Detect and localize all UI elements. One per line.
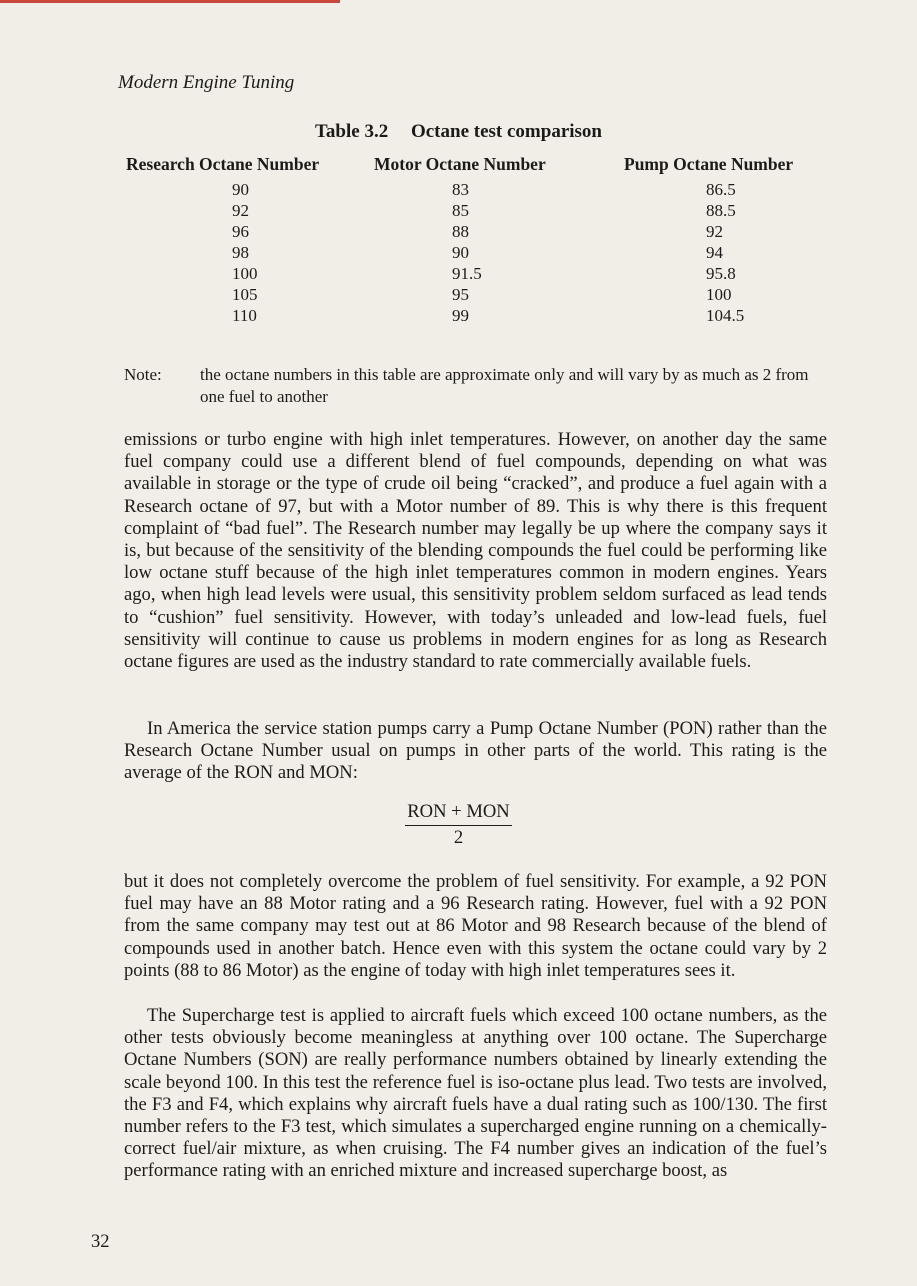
column-header-pump: Pump Octane Number [624,154,794,174]
page-edge-accent [0,0,340,3]
table-title: Octane test comparison [410,121,602,142]
pon-formula [0,801,917,850]
table-number: Table 3.2 [315,121,389,142]
cell-research: 96 [232,222,249,241]
cell-pump: 88.5 [706,201,736,220]
cell-research: 92 [232,201,249,220]
body-paragraph: In America the service station pumps carry a Pump Octane Number (PON) rather than the Research Octane Number usual on pumps in other parts of the world. This rating is the average of the RON and MON: [124,718,827,784]
note-label: Note: [124,365,162,384]
cell-motor: 83 [452,180,469,199]
cell-pump: 86.5 [706,180,736,199]
table-row [126,221,826,242]
page-number: 32 [91,1231,110,1252]
table-header-row [126,154,826,179]
cell-pump: 100 [706,285,732,304]
cell-motor: 95 [452,285,469,304]
body-paragraph: emissions or turbo engine with high inlet temperatures. However, on another day the same fuel company could use a different blend of fuel compounds, depending on what was available in storage or the type of crude oil being “cracked”, and produce a fuel again with a Research octane of 97, but with a Motor number of 89. This is why there is this frequent complaint of “bad fuel”. The Research number may legally be up where the company says it is, but because of the sensitivity of the blending compounds the fuel could be performing like low octane stuff because of the high inlet temperatures common in modern engines. Years ago, when high lead levels were usual, this sensitivity problem seldom surfaced as lead tends to “cushion” fuel sensitivity. However, with today’s unleaded and low-lead fuels, fuel sensitivity will continue to cause us problems in modern engines for as long as Research octane figures are used as the industry standard to rate commercially available fuels. [124,429,827,673]
octane-comparison-table [126,154,826,326]
running-head: Modern Engine Tuning [118,72,295,93]
cell-research: 100 [232,264,258,283]
cell-motor: 99 [452,306,469,325]
table-row [126,263,826,284]
body-paragraph: but it does not completely overcome the problem of fuel sensitivity. For example, a 92 PON fuel may have an 88 Motor rating and a 96 Research rating. However, fuel with a 92 PON from the same company may test out at 86 Motor and 98 Research because of the blend of compounds used in another batch. Hence even with this system the octane could vary by 2 points (88 to 86 Motor) as the engine of today with high inlet temperatures sees it. [124,871,827,981]
cell-research: 90 [232,180,249,199]
formula-numerator: RON + MON [405,801,511,826]
table-row [126,179,826,200]
table-row [126,305,826,326]
formula-denominator: 2 [453,827,464,848]
cell-research: 110 [232,306,257,325]
cell-motor: 91.5 [452,264,482,283]
cell-research: 105 [232,285,258,304]
cell-pump: 94 [706,243,723,262]
cell-pump: 92 [706,222,723,241]
column-header-research: Research Octane Number [126,154,320,174]
table-caption [0,121,917,143]
cell-pump: 104.5 [706,306,745,325]
cell-pump: 95.8 [706,264,736,283]
table-row [126,242,826,263]
cell-research: 98 [232,243,249,262]
cell-motor: 90 [452,243,469,262]
table-row [126,284,826,305]
note-text: the octane numbers in this table are approximate only and will vary by as much as 2 from one fuel to another [200,365,809,406]
cell-motor: 85 [452,201,469,220]
body-paragraph: The Supercharge test is applied to aircraft fuels which exceed 100 octane numbers, as the other tests obviously become meaningless at anything over 100 octane. The Supercharge Octane Numbers (SON) are really performance numbers obtained by linearly extending the scale beyond 100. In this test the reference fuel is iso-octane plus lead. Two tests are involved, the F3 and F4, which explains why aircraft fuels have a dual rating such as 100/130. The first number refers to the F3 test, which simulates a supercharged engine running on a chemically-correct fuel/air mixture, as when cruising. The F4 number gives an indication of the fuel’s performance rating with an enriched mixture and increased supercharge boost, as [124,1005,827,1182]
cell-motor: 88 [452,222,469,241]
table-row [126,200,826,221]
column-header-motor: Motor Octane Number [374,154,546,174]
